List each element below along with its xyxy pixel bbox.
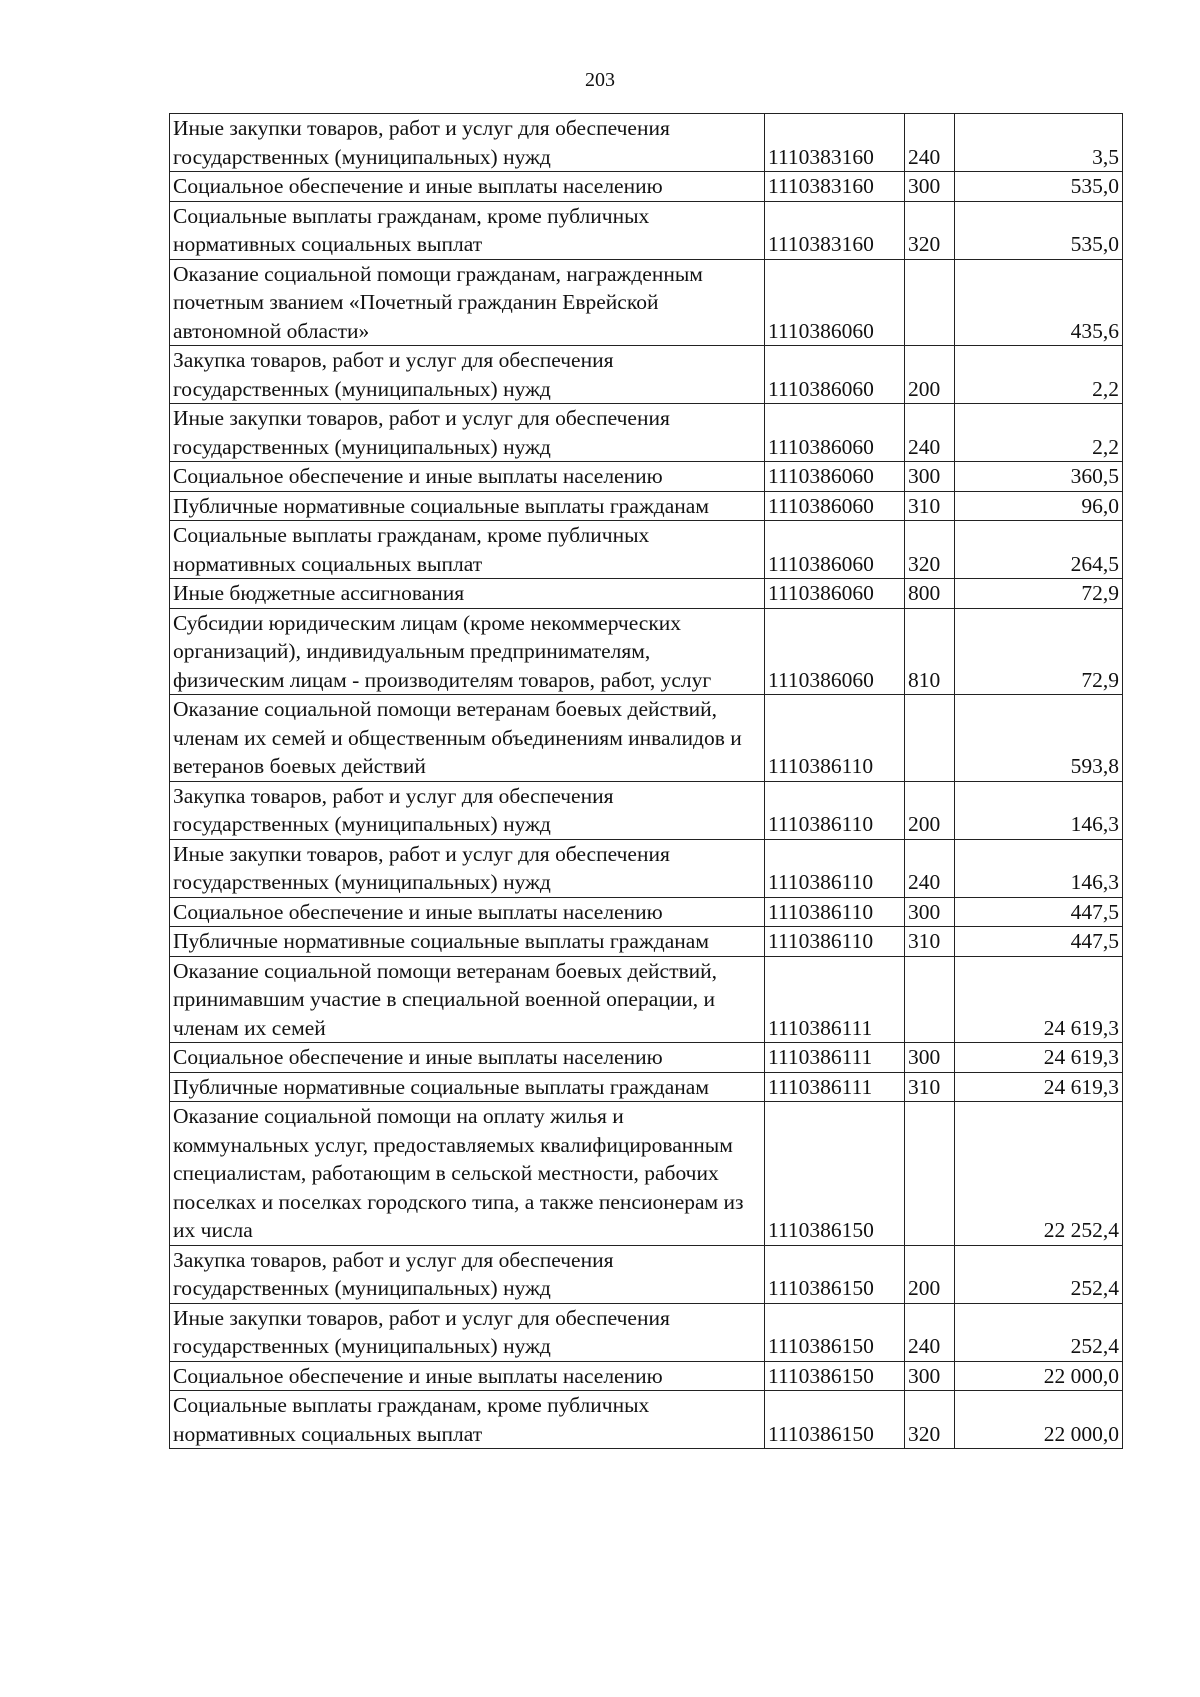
- row-code: 1110386150: [765, 1303, 905, 1361]
- row-code: 1110386110: [765, 839, 905, 897]
- row-code: 1110386060: [765, 579, 905, 609]
- row-amount: 2,2: [955, 346, 1123, 404]
- row-amount: 22 252,4: [955, 1102, 1123, 1246]
- row-amount: 72,9: [955, 608, 1123, 695]
- row-type: 320: [905, 1391, 955, 1449]
- table-row: [170, 695, 1123, 782]
- row-name: Закупка товаров, работ и услуг для обеспечения государственных (муниципальных) нужд: [170, 346, 765, 404]
- table-row: [170, 114, 1123, 172]
- row-code: 1110386150: [765, 1245, 905, 1303]
- row-amount: 435,6: [955, 259, 1123, 346]
- row-type: 320: [905, 521, 955, 579]
- row-type: 200: [905, 346, 955, 404]
- row-amount: 360,5: [955, 462, 1123, 492]
- row-type: 310: [905, 491, 955, 521]
- table-row: [170, 1102, 1123, 1246]
- row-type: 320: [905, 201, 955, 259]
- row-amount: 22 000,0: [955, 1391, 1123, 1449]
- table-row: [170, 839, 1123, 897]
- table-row: [170, 462, 1123, 492]
- table-row: [170, 1245, 1123, 1303]
- row-code: 1110386110: [765, 897, 905, 927]
- row-name: Социальное обеспечение и иные выплаты населению: [170, 462, 765, 492]
- row-code: 1110383160: [765, 172, 905, 202]
- row-name: Публичные нормативные социальные выплаты гражданам: [170, 1072, 765, 1102]
- row-amount: 593,8: [955, 695, 1123, 782]
- row-name: Социальные выплаты гражданам, кроме публичных нормативных социальных выплат: [170, 201, 765, 259]
- row-code: 1110386111: [765, 1043, 905, 1073]
- page-number: 203: [585, 69, 615, 91]
- table-row: [170, 1361, 1123, 1391]
- row-name: Закупка товаров, работ и услуг для обеспечения государственных (муниципальных) нужд: [170, 781, 765, 839]
- row-name: Иные закупки товаров, работ и услуг для обеспечения государственных (муниципальных) нужд: [170, 114, 765, 172]
- row-type: 800: [905, 579, 955, 609]
- row-type: [905, 259, 955, 346]
- row-amount: 72,9: [955, 579, 1123, 609]
- row-name: Публичные нормативные социальные выплаты гражданам: [170, 927, 765, 957]
- row-type: 300: [905, 1361, 955, 1391]
- row-type: [905, 1102, 955, 1246]
- table-row: [170, 579, 1123, 609]
- budget-table: [169, 113, 1123, 1449]
- row-amount: 535,0: [955, 201, 1123, 259]
- row-code: 1110386060: [765, 404, 905, 462]
- table-row: [170, 1391, 1123, 1449]
- row-name: Закупка товаров, работ и услуг для обеспечения государственных (муниципальных) нужд: [170, 1245, 765, 1303]
- row-type: 240: [905, 1303, 955, 1361]
- row-name: Социальное обеспечение и иные выплаты населению: [170, 1361, 765, 1391]
- row-code: 1110386150: [765, 1361, 905, 1391]
- row-amount: 447,5: [955, 927, 1123, 957]
- row-type: 300: [905, 462, 955, 492]
- row-code: 1110383160: [765, 201, 905, 259]
- row-amount: 535,0: [955, 172, 1123, 202]
- table-row: [170, 956, 1123, 1043]
- row-name: Оказание социальной помощи ветеранам боевых действий, принимавшим участие в специальной военной операции, и членам их семей: [170, 956, 765, 1043]
- row-name: Публичные нормативные социальные выплаты гражданам: [170, 491, 765, 521]
- row-amount: 3,5: [955, 114, 1123, 172]
- row-amount: 2,2: [955, 404, 1123, 462]
- row-type: [905, 695, 955, 782]
- row-type: 240: [905, 114, 955, 172]
- row-name: Оказание социальной помощи на оплату жилья и коммунальных услуг, предоставляемых квалифицированным специалистам, работающим в сельской местности, рабочих поселках и поселках городского типа, а также пенсионерам из их числа: [170, 1102, 765, 1246]
- row-amount: 96,0: [955, 491, 1123, 521]
- row-name: Социальные выплаты гражданам, кроме публичных нормативных социальных выплат: [170, 521, 765, 579]
- row-name: Социальное обеспечение и иные выплаты населению: [170, 1043, 765, 1073]
- row-code: 1110386150: [765, 1102, 905, 1246]
- table-row: [170, 491, 1123, 521]
- row-name: Субсидии юридическим лицам (кроме некоммерческих организаций), индивидуальным предпринимателям, физическим лицам - производителям товаров, работ, услуг: [170, 608, 765, 695]
- table-row: [170, 897, 1123, 927]
- row-type: 300: [905, 1043, 955, 1073]
- row-code: 1110386111: [765, 1072, 905, 1102]
- row-type: 310: [905, 927, 955, 957]
- row-code: 1110386110: [765, 781, 905, 839]
- row-amount: 24 619,3: [955, 1072, 1123, 1102]
- row-amount: 447,5: [955, 897, 1123, 927]
- row-amount: 146,3: [955, 839, 1123, 897]
- budget-table-body: [170, 114, 1123, 1449]
- row-amount: 252,4: [955, 1245, 1123, 1303]
- row-type: [905, 956, 955, 1043]
- row-code: 1110383160: [765, 114, 905, 172]
- row-type: 200: [905, 1245, 955, 1303]
- table-row: [170, 259, 1123, 346]
- table-row: [170, 781, 1123, 839]
- row-code: 1110386060: [765, 608, 905, 695]
- row-code: 1110386150: [765, 1391, 905, 1449]
- table-row: [170, 404, 1123, 462]
- row-name: Социальное обеспечение и иные выплаты населению: [170, 172, 765, 202]
- row-type: 300: [905, 172, 955, 202]
- table-row: [170, 927, 1123, 957]
- row-name: Иные закупки товаров, работ и услуг для обеспечения государственных (муниципальных) нужд: [170, 404, 765, 462]
- table-row: [170, 201, 1123, 259]
- row-amount: 252,4: [955, 1303, 1123, 1361]
- row-type: 300: [905, 897, 955, 927]
- table-row: [170, 1043, 1123, 1073]
- row-code: 1110386060: [765, 491, 905, 521]
- row-type: 310: [905, 1072, 955, 1102]
- row-name: Иные бюджетные ассигнования: [170, 579, 765, 609]
- row-type: 240: [905, 839, 955, 897]
- row-amount: 146,3: [955, 781, 1123, 839]
- table-row: [170, 346, 1123, 404]
- row-type: 810: [905, 608, 955, 695]
- row-name: Оказание социальной помощи гражданам, награжденным почетным званием «Почетный гражданин Еврейской автономной области»: [170, 259, 765, 346]
- row-code: 1110386110: [765, 695, 905, 782]
- row-type: 240: [905, 404, 955, 462]
- row-code: 1110386060: [765, 521, 905, 579]
- row-amount: 264,5: [955, 521, 1123, 579]
- row-amount: 24 619,3: [955, 1043, 1123, 1073]
- table-row: [170, 1303, 1123, 1361]
- table-row: [170, 1072, 1123, 1102]
- row-name: Социальные выплаты гражданам, кроме публичных нормативных социальных выплат: [170, 1391, 765, 1449]
- row-code: 1110386060: [765, 259, 905, 346]
- row-code: 1110386060: [765, 346, 905, 404]
- row-name: Иные закупки товаров, работ и услуг для обеспечения государственных (муниципальных) нужд: [170, 839, 765, 897]
- row-amount: 22 000,0: [955, 1361, 1123, 1391]
- row-code: 1110386111: [765, 956, 905, 1043]
- row-code: 1110386060: [765, 462, 905, 492]
- row-name: Социальное обеспечение и иные выплаты населению: [170, 897, 765, 927]
- row-amount: 24 619,3: [955, 956, 1123, 1043]
- row-name: Иные закупки товаров, работ и услуг для обеспечения государственных (муниципальных) нужд: [170, 1303, 765, 1361]
- table-row: [170, 608, 1123, 695]
- row-name: Оказание социальной помощи ветеранам боевых действий, членам их семей и общественным объединениям инвалидов и ветеранов боевых действий: [170, 695, 765, 782]
- row-code: 1110386110: [765, 927, 905, 957]
- table-row: [170, 521, 1123, 579]
- table-row: [170, 172, 1123, 202]
- row-type: 200: [905, 781, 955, 839]
